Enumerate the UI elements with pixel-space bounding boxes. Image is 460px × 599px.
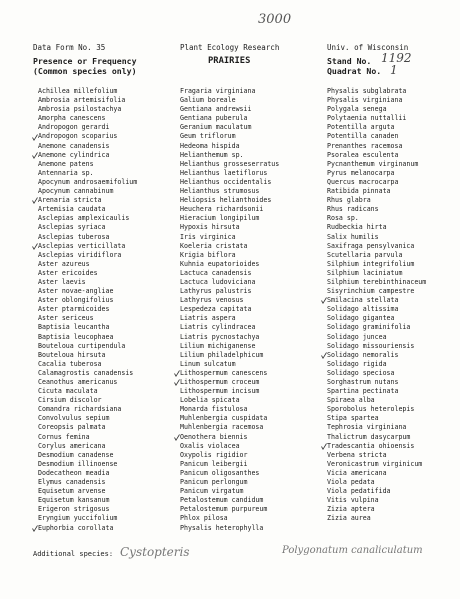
species-name: Aster novae-angliae [38, 287, 114, 296]
species-name: Helianthus laetiflorus [180, 168, 268, 177]
check-mark-icon [32, 525, 37, 531]
species-name: Cicuta maculata [38, 387, 98, 396]
species-name: Solidago graminifolia [327, 323, 411, 332]
handwritten-number: 3000 [258, 12, 292, 27]
species-name: Helianthus occidentalis [180, 177, 272, 186]
quadrat-value: 1 [390, 63, 398, 77]
species-name: Iris virginica [180, 232, 236, 241]
additional-species-handwritten-1: Cystopteris [120, 545, 190, 559]
species-name: Asclepias verticillata [38, 241, 126, 250]
species-name: Potentilla canaden [327, 132, 399, 141]
species-name: Erigeron strigosus [38, 505, 110, 514]
species-name: Krigia biflora [180, 250, 236, 259]
species-name: Anemone canadensis [38, 141, 110, 150]
species-name: Elymus canadensis [38, 478, 106, 487]
species-name: Oxalis violacea [180, 441, 240, 450]
species-name: Euphorbia corollata [38, 523, 114, 532]
species-name: Geum triflorum [180, 132, 236, 141]
species-name: Anemone cylindrica [38, 150, 110, 159]
species-name: Helianthemum sp. [180, 150, 244, 159]
presence-line-2: (Common species only) [33, 66, 137, 76]
species-name: Viola pedatifida [327, 487, 391, 496]
species-name: Corylus americana [38, 441, 106, 450]
species-name: Asclepias tuberosa [38, 232, 110, 241]
species-name: Linum sulcatum [180, 359, 236, 368]
species-name: Geranium maculatum [180, 123, 252, 132]
species-name: Pyrus melanocarpa [327, 168, 395, 177]
species-name: Asclepias amplexicaulis [38, 214, 130, 223]
form-number: Data Form No. 35 [33, 43, 106, 52]
species-name: Physalis virginiana [327, 96, 403, 105]
species-name: Quercus macrocarpa [327, 177, 399, 186]
species-name: Ratibida pinnata [327, 187, 391, 196]
species-name: Stipa spartea [327, 414, 379, 423]
species-name: Bouteloua hirsuta [38, 350, 106, 359]
species-name: Lithospermum croceum [180, 378, 260, 386]
check-mark-icon [32, 243, 37, 249]
presence-line-1: Presence or Frequency [33, 56, 137, 66]
header-right: Univ. of Wisconsin [327, 43, 409, 52]
species-name: Lilium michiganense [180, 341, 256, 350]
species-name: Thalictrum dasycarpum [327, 432, 411, 441]
species-name: Silphium laciniatum [327, 268, 403, 277]
additional-species-handwritten-2: Polygonatum canaliculatum [282, 545, 423, 556]
species-name: Coreopsis palmata [38, 423, 106, 432]
species-name: Solidago speciosa [327, 368, 395, 377]
species-name: Lactuca canadensis [180, 268, 252, 277]
species-name: Equisetum arvense [38, 487, 106, 496]
species-name: Physalis heterophylla [180, 523, 264, 532]
species-name: Liatris cylindracea [180, 323, 256, 332]
species-name: Muhlenbergia cuspidata [180, 414, 268, 423]
species-name: Liatris pycnostachya [180, 332, 260, 341]
species-name: Cornus femina [38, 432, 90, 441]
species-name: Salix humilis [327, 232, 379, 241]
species-name: Andropogon gerardi [38, 123, 110, 132]
species-name: Anemone patens [38, 159, 94, 168]
species-name: Pycnanthemum virginanum [327, 159, 419, 168]
species-name: Calamagrostis canadensis [38, 368, 134, 377]
species-name: Muhlenbergia racemosa [180, 423, 264, 432]
species-name: Rhus glabra [327, 196, 371, 205]
check-mark-icon [32, 134, 37, 140]
species-column-2 [180, 87, 279, 533]
species-name: Tradescantia ohioensis [327, 441, 415, 450]
species-name: Hedeoma hispida [180, 141, 240, 150]
species-name: Cacalia tuberosa [38, 359, 102, 368]
species-name: Panicum leibergii [180, 459, 248, 468]
species-name: Achillea millefolium [38, 87, 118, 95]
species-name: Monarda fistulosa [180, 405, 248, 414]
species-name: Aster azureus [38, 259, 90, 268]
species-name: Vitis vulpina [327, 496, 379, 505]
species-name: Convolvulus sepium [38, 414, 110, 423]
species-name: Potentilla arguta [327, 123, 395, 132]
species-name: Polytaenia nuttallii [327, 114, 407, 123]
species-name: Heuchera richardsonii [180, 205, 264, 214]
species-name: Galium boreale [180, 96, 236, 105]
species-name: Prenanthes racemosa [327, 141, 403, 150]
species-name: Lathyrus venosus [180, 296, 244, 305]
species-name: Ceanothus americanus [38, 378, 118, 386]
species-name: Lithospermum incisum [180, 387, 260, 396]
species-name: Veronicastrum virginicum [327, 459, 423, 468]
species-name: Aster ptarmicoides [38, 305, 110, 314]
species-name: Comandra richardsiana [38, 405, 122, 414]
species-name: Silphium terebinthinaceum [327, 277, 427, 286]
species-name: Amorpha canescens [38, 114, 106, 123]
species-name: Polygala senega [327, 105, 387, 114]
species-name: Aster laevis [38, 277, 86, 286]
species-name: Liatris aspera [180, 314, 236, 323]
species-name: Lathyrus palustris [180, 287, 252, 296]
species-name: Viola pedata [327, 478, 375, 487]
species-name: Aster oblongifolius [38, 296, 114, 305]
header-center: Plant Ecology Research [180, 43, 280, 52]
species-name: Gentiana puberula [180, 114, 248, 123]
species-name: Aster ericoides [38, 268, 98, 277]
species-name: Solidago gigantea [327, 314, 395, 323]
stand-value: 1192 [381, 51, 412, 65]
species-name: Zizia aurea [327, 514, 371, 523]
species-name: Baptisia leucophaea [38, 332, 114, 341]
species-name: Ambrosia artemisifolia [38, 96, 126, 105]
species-name: Oxypolis rigidior [180, 450, 248, 459]
species-name: Panicum virgatum [180, 487, 244, 496]
species-name: Asclepias viridiflora [38, 250, 122, 259]
species-name: Gentiana andrewsii [180, 105, 252, 114]
species-name: Apocynum cannabinum [38, 187, 114, 196]
species-name: Helianthus strumosus [180, 187, 260, 196]
additional-species-label: Additional species: [33, 550, 114, 558]
species-name: Lithospermum canescens [180, 368, 268, 377]
species-name: Petalostemum candidum [180, 496, 264, 505]
species-name: Sisyrinchium campestre [327, 287, 415, 296]
species-name: Silphium integrifolium [327, 259, 415, 268]
species-name: Solidago missouriensis [327, 341, 415, 350]
species-name: Phlox pilosa [180, 514, 228, 523]
species-name: Apocynum androsaemifolium [38, 177, 138, 186]
check-mark-icon [32, 197, 37, 203]
species-name: Tephrosia virginiana [327, 423, 407, 432]
species-name: Hypoxis hirsuta [180, 223, 240, 232]
species-name: Heliopsis helianthoides [180, 196, 272, 205]
species-name: Fragaria virginiana [180, 87, 256, 95]
species-name: Solidago rigida [327, 359, 387, 368]
species-name: Rosa sp. [327, 214, 359, 223]
species-name: Physalis subglabrata [327, 87, 407, 95]
species-name: Scutellaria parvula [327, 250, 403, 259]
species-name: Lespedeza capitata [180, 305, 252, 314]
species-name: Spiraea alba [327, 396, 375, 405]
check-mark-icon [321, 443, 326, 449]
species-name: Koeleria cristata [180, 241, 248, 250]
species-name: Sorghastrum nutans [327, 378, 399, 386]
quadrat-label: Quadrat No. [327, 66, 382, 76]
species-name: Saxifraga pensylvanica [327, 241, 415, 250]
species-name: Desmodium canadense [38, 450, 114, 459]
species-name: Dodecatheon meadia [38, 468, 110, 477]
species-name: Verbena stricta [327, 450, 387, 459]
check-mark-icon [32, 152, 37, 158]
species-name: Panicum oligosanthes [180, 468, 260, 477]
species-name: Desmodium illinoense [38, 459, 118, 468]
species-column-1 [38, 87, 137, 533]
species-name: Equisetum kansanum [38, 496, 110, 505]
species-name: Vicia americana [327, 468, 387, 477]
check-mark-icon [174, 434, 179, 440]
stand-label: Stand No. [327, 56, 372, 66]
species-column-3 [327, 87, 426, 524]
species-name: Asclepias syriaca [38, 223, 106, 232]
species-name: Hieracium longipilum [180, 214, 260, 223]
check-mark-icon [174, 379, 179, 385]
species-name: Antennaria sp. [38, 168, 94, 177]
species-name: Panicum perlongum [180, 478, 248, 487]
species-name: Ambrosia psilostachya [38, 105, 122, 114]
species-name: Lilium philadelphicum [180, 350, 264, 359]
species-name: Eryngium yuccifolium [38, 514, 118, 523]
species-name: Solidago juncea [327, 332, 387, 341]
species-name: Baptisia leucantha [38, 323, 110, 332]
species-name: Andropogon scoparius [38, 132, 118, 141]
species-name: Kuhnia eupatorioides [180, 259, 260, 268]
species-name: Rudbeckia hirta [327, 223, 387, 232]
species-name: Lactuca ludoviciana [180, 277, 256, 286]
species-name: Helianthus grosseserratus [180, 159, 280, 168]
species-name: Rhus radicans [327, 205, 379, 214]
species-name: Spartina pectinata [327, 387, 399, 396]
species-name: Cirsium discolor [38, 396, 102, 405]
species-name: Oenothera biennis [180, 432, 248, 441]
species-name: Bouteloua curtipendula [38, 341, 126, 350]
species-name: Smilacina stellata [327, 296, 399, 305]
species-name: Aster sericeus [38, 314, 94, 323]
species-name: Psoralea esculenta [327, 150, 399, 159]
check-mark-icon [321, 297, 326, 303]
page-title: PRAIRIES [208, 56, 251, 66]
species-name: Solidago nemoralis [327, 350, 399, 359]
species-name: Sporobolus heterolepis [327, 405, 415, 414]
species-name: Arenaria stricta [38, 196, 102, 205]
check-mark-icon [321, 352, 326, 358]
check-mark-icon [174, 370, 179, 376]
species-name: Lobelia spicata [180, 396, 240, 405]
species-name: Solidago altissima [327, 305, 399, 314]
species-name: Zizia aptera [327, 505, 375, 514]
species-name: Petalostemum purpureum [180, 505, 268, 514]
species-name: Artemisia caudata [38, 205, 106, 214]
